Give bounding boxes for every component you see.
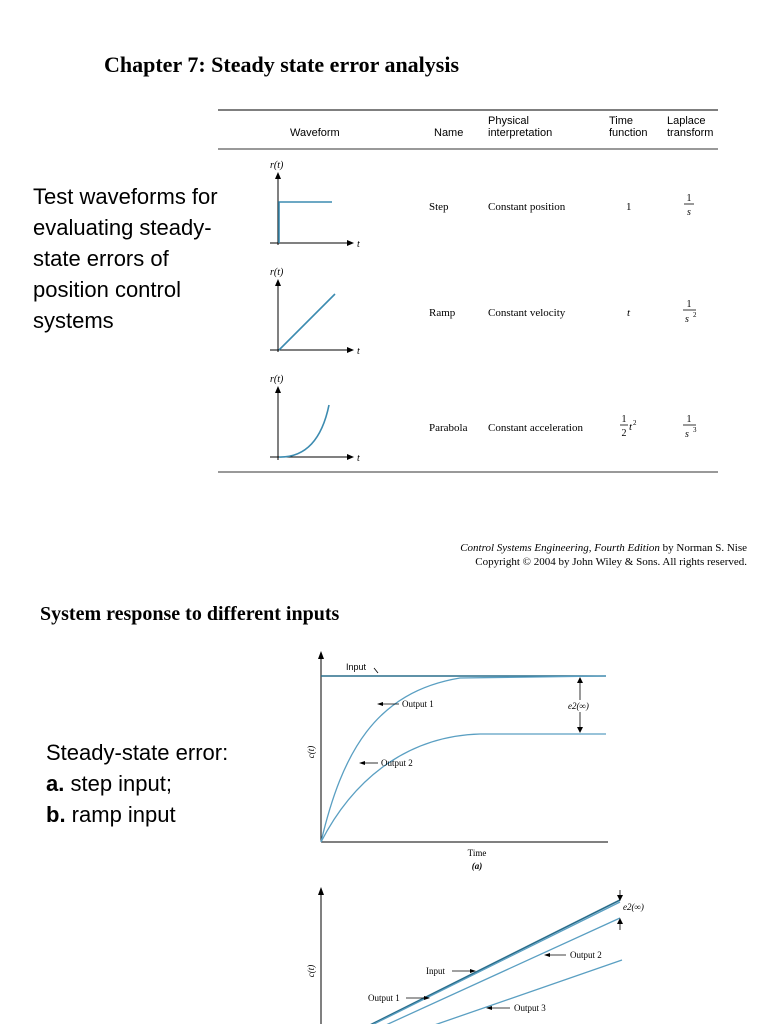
header-waveform: Waveform: [290, 127, 340, 139]
row-parabola-curve: [279, 405, 329, 457]
item-a-text: step input;: [64, 771, 172, 796]
fig-a-error-label: e2(∞): [568, 701, 589, 711]
fig-a-output-1-label: Output 1: [402, 699, 434, 709]
row-step-curve: [279, 202, 332, 243]
row-ramp-name: Ramp: [429, 307, 456, 319]
fig-a-error-arrow-up-icon: [577, 677, 583, 683]
item-b-label: b.: [46, 802, 66, 827]
row-ramp-laplace-exp: 2: [693, 311, 697, 319]
row-ramp-time-function: t: [627, 307, 631, 319]
row-step-axis-r: r(t): [270, 160, 284, 171]
row-parabola-time-den: 2: [621, 428, 627, 439]
row-parabola-laplace-den: s: [685, 429, 689, 440]
header-laplace-1: Laplace: [667, 115, 706, 127]
row-ramp-curve: [279, 294, 335, 350]
fig-a-output-1-arrow-icon: [377, 702, 383, 706]
figure-a-step-response: [300, 648, 620, 876]
credit-copyright: Copyright © 2004 by John Wiley & Sons. All rights reserved.: [475, 556, 747, 568]
row-step-name: Step: [429, 201, 449, 213]
fig-a-error-arrow-down-icon: [577, 727, 583, 733]
row-parabola-x-arrow-icon: [347, 454, 354, 460]
fig-b-input-label: Input: [426, 966, 445, 976]
fig-b-output-3-label: Output 3: [514, 1003, 546, 1013]
row-parabola-laplace-exp: 3: [693, 426, 697, 434]
row-ramp-interpretation: Constant velocity: [488, 307, 566, 319]
row-step-y-arrow-icon: [275, 172, 281, 179]
header-laplace-2: transform: [667, 127, 714, 139]
test-waveforms-description: Test waveforms for evaluating steady-state errors of position control systems: [33, 184, 218, 333]
row-step-axis-t: t: [357, 239, 360, 250]
fig-b-output-2-label: Output 2: [570, 950, 602, 960]
chapter-title: Chapter 7: Steady state error analysis: [104, 52, 460, 77]
fig-b-y-label: c(t): [306, 964, 316, 978]
fig-b-y-arrow-icon: [318, 887, 324, 895]
row-parabola-axis-t: t: [357, 453, 360, 464]
fig-a-x-label: Time: [467, 848, 487, 858]
item-a: [46, 768, 286, 799]
row-parabola-time-exp: 2: [633, 419, 637, 427]
fig-a-y-label: c(t): [306, 745, 316, 759]
table-row-parabola: [270, 374, 697, 464]
header-physical-1: Physical: [488, 115, 529, 127]
test-waveforms-table: [218, 108, 718, 476]
steady-state-error-text: [46, 737, 286, 830]
row-parabola-time-num: 1: [621, 414, 627, 425]
credit-book-title: Control Systems Engineering, Fourth Edition: [460, 542, 660, 554]
row-ramp-laplace-num: 1: [686, 299, 692, 310]
fig-a-caption: (a): [471, 861, 483, 871]
fig-b-output-1-label: Output 1: [368, 993, 400, 1003]
row-step-laplace-den: s: [687, 207, 691, 218]
section-title: System response to different inputs: [40, 603, 340, 625]
fig-a-input-label: Input: [346, 662, 367, 672]
row-parabola-y-arrow-icon: [275, 386, 281, 393]
row-ramp-y-arrow-icon: [275, 279, 281, 286]
fig-a-input-pointer: [374, 668, 378, 673]
fig-a-output-2-arrow-icon: [359, 761, 365, 765]
copyright-credit: [460, 541, 747, 569]
row-step-time-function: 1: [626, 201, 632, 213]
item-a-label: a.: [46, 771, 65, 796]
fig-b-output-3-line: [420, 960, 622, 1024]
item-b-text: ramp input: [65, 802, 176, 827]
row-parabola-interpretation: Constant acceleration: [488, 422, 583, 434]
header-name: Name: [434, 127, 464, 139]
row-step-x-arrow-icon: [347, 240, 354, 246]
header-physical-2: interpretation: [488, 127, 553, 139]
row-parabola-axis-r: r(t): [270, 374, 284, 385]
fig-b-output-2-arrow-icon: [544, 953, 550, 957]
row-ramp-axis-t: t: [357, 346, 360, 357]
row-ramp-axis-r: r(t): [270, 267, 284, 278]
row-step-laplace-num: 1: [686, 193, 692, 204]
row-ramp-laplace-den: s: [685, 314, 689, 325]
table-row-step: [270, 160, 694, 250]
fig-b-error-arrow-down-icon: [617, 895, 623, 901]
row-step-interpretation: Constant position: [488, 201, 566, 213]
header-time-1: Time: [609, 115, 634, 127]
steady-state-heading: Steady-state error:: [46, 740, 229, 765]
fig-a-y-arrow-icon: [318, 651, 324, 659]
figure-b-ramp-response: [300, 880, 660, 1024]
fig-a-output-2-curve: [321, 734, 606, 842]
header-time-2: function: [609, 127, 648, 139]
row-parabola-name: Parabola: [429, 422, 468, 434]
credit-author: by Norman S. Nise: [659, 542, 747, 554]
fig-b-error-label: e2(∞): [623, 902, 644, 912]
fig-a-output-2-label: Output 2: [381, 758, 413, 768]
row-parabola-time-var: t: [629, 421, 633, 433]
row-parabola-laplace-num: 1: [686, 414, 692, 425]
row-ramp-x-arrow-icon: [347, 347, 354, 353]
table-row-ramp: [270, 267, 697, 357]
item-b: [46, 799, 286, 830]
